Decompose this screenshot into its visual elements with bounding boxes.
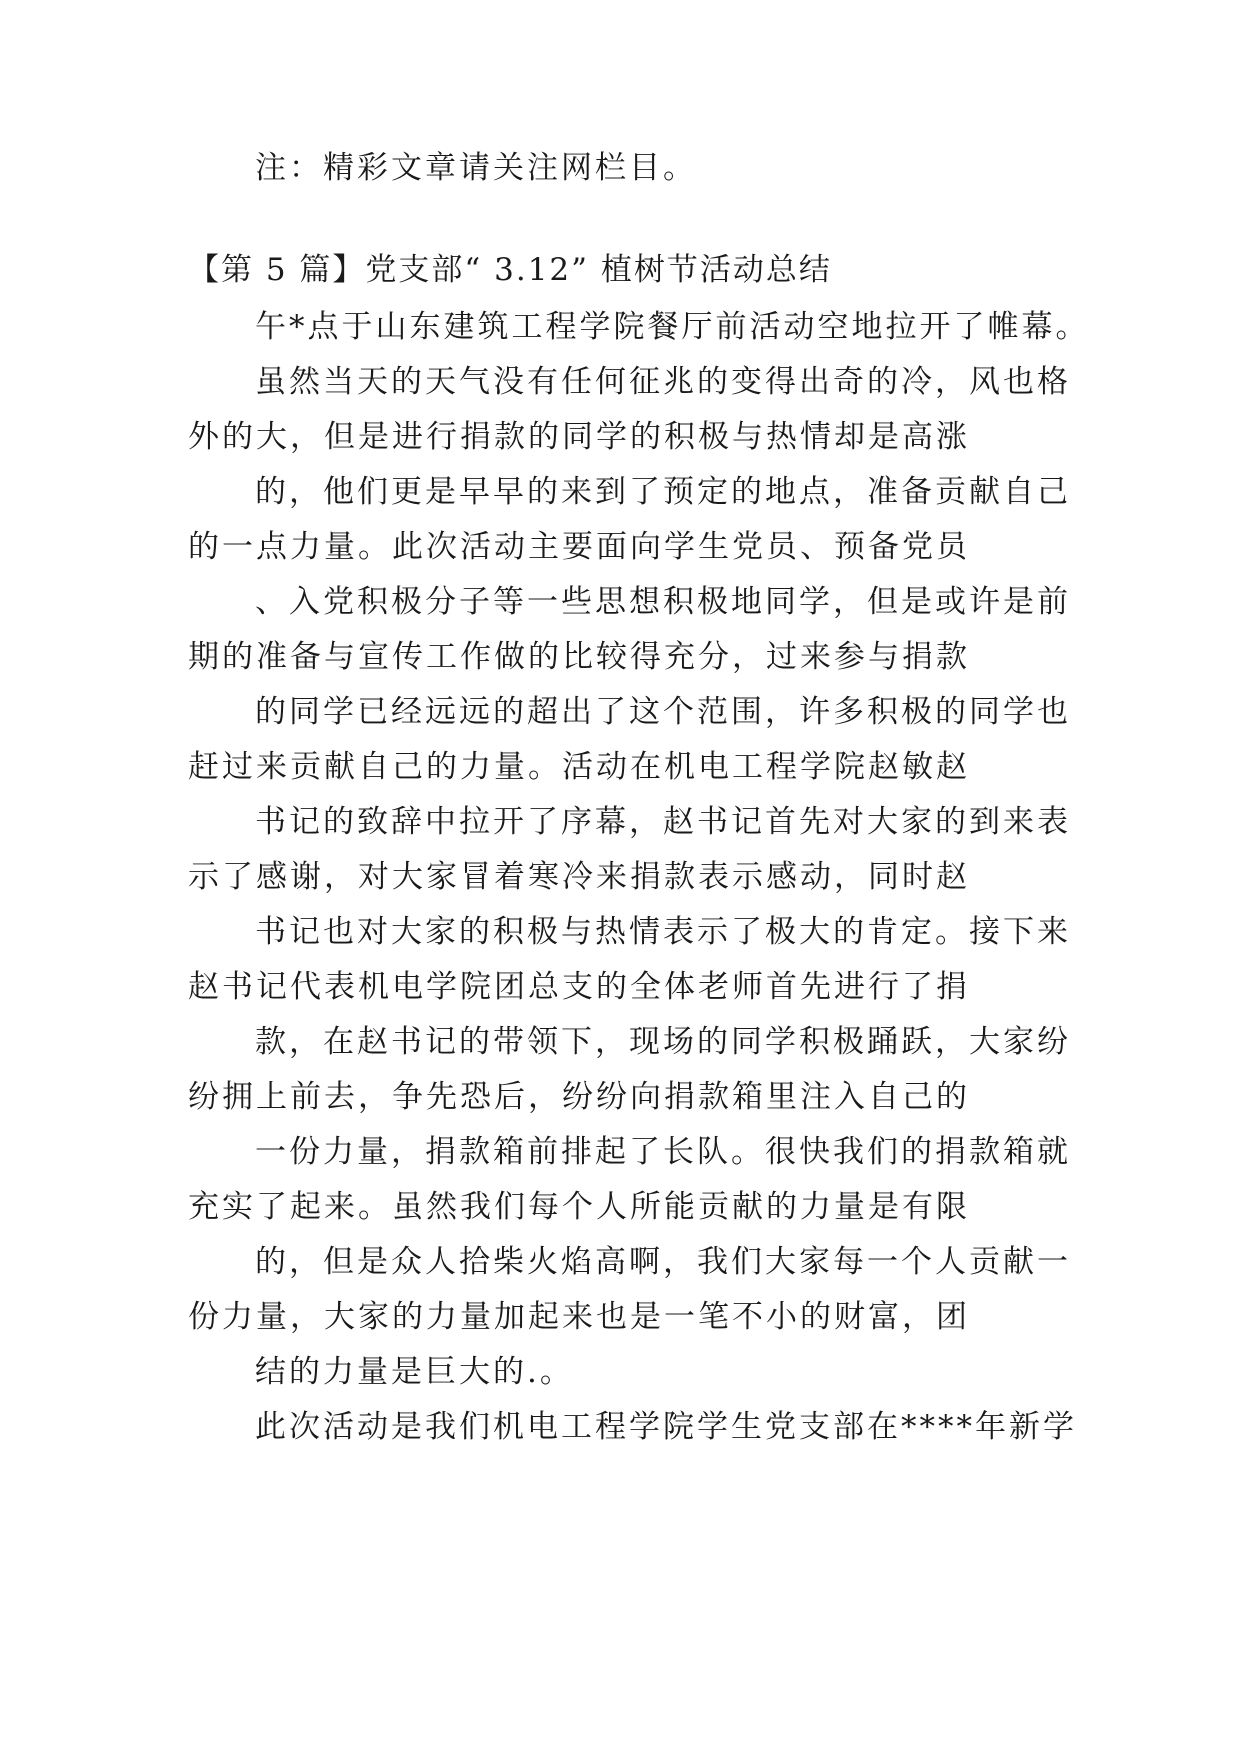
body-line: 的一点力量。此次活动主要面向学生党员、预备党员 [188, 529, 970, 565]
section-heading: 【第 5 篇】党支部“ 3.12” 植树节活动总结 [188, 252, 832, 288]
body-line: 结的力量是巨大的.。 [255, 1354, 574, 1390]
body-line: 午*点于山东建筑工程学院餐厅前活动空地拉开了帷幕。 [255, 309, 1090, 345]
note-text: 注：精彩文章请关注网栏目。 [255, 150, 697, 186]
body-line: 份力量，大家的力量加起来也是一笔不小的财富，团 [188, 1299, 970, 1335]
body-line: 外的大，但是进行捐款的同学的积极与热情却是高涨 [188, 419, 970, 455]
body-line: 款，在赵书记的带领下，现场的同学积极踊跃，大家纷 [255, 1024, 1071, 1060]
body-line: 的同学已经远远的超出了这个范围，许多积极的同学也 [255, 694, 1071, 730]
body-line: 赶过来贡献自己的力量。活动在机电工程学院赵敏赵 [188, 749, 970, 785]
body-line: 书记的致辞中拉开了序幕，赵书记首先对大家的到来表 [255, 804, 1071, 840]
body-line: 、入党积极分子等一些思想积极地同学，但是或许是前 [255, 584, 1071, 620]
body-line: 期的准备与宣传工作做的比较得充分，过来参与捐款 [188, 639, 970, 675]
body-line: 此次活动是我们机电工程学院学生党支部在****年新学 [255, 1409, 1077, 1445]
body-line: 赵书记代表机电学院团总支的全体老师首先进行了捐 [188, 969, 970, 1005]
body-line: 示了感谢，对大家冒着寒冷来捐款表示感动，同时赵 [188, 859, 970, 895]
body-line: 的，但是众人拾柴火焰高啊，我们大家每一个人贡献一 [255, 1244, 1071, 1280]
body-line: 纷拥上前去，争先恐后，纷纷向捐款箱里注入自己的 [188, 1079, 970, 1115]
body-line: 充实了起来。虽然我们每个人所能贡献的力量是有限 [188, 1189, 970, 1225]
body-line: 一份力量，捐款箱前排起了长队。很快我们的捐款箱就 [255, 1134, 1071, 1170]
body-line: 的，他们更是早早的来到了预定的地点，准备贡献自己 [255, 474, 1071, 510]
body-line: 虽然当天的天气没有任何征兆的变得出奇的冷，风也格 [255, 364, 1071, 400]
body-line: 书记也对大家的积极与热情表示了极大的肯定。接下来 [255, 914, 1071, 950]
